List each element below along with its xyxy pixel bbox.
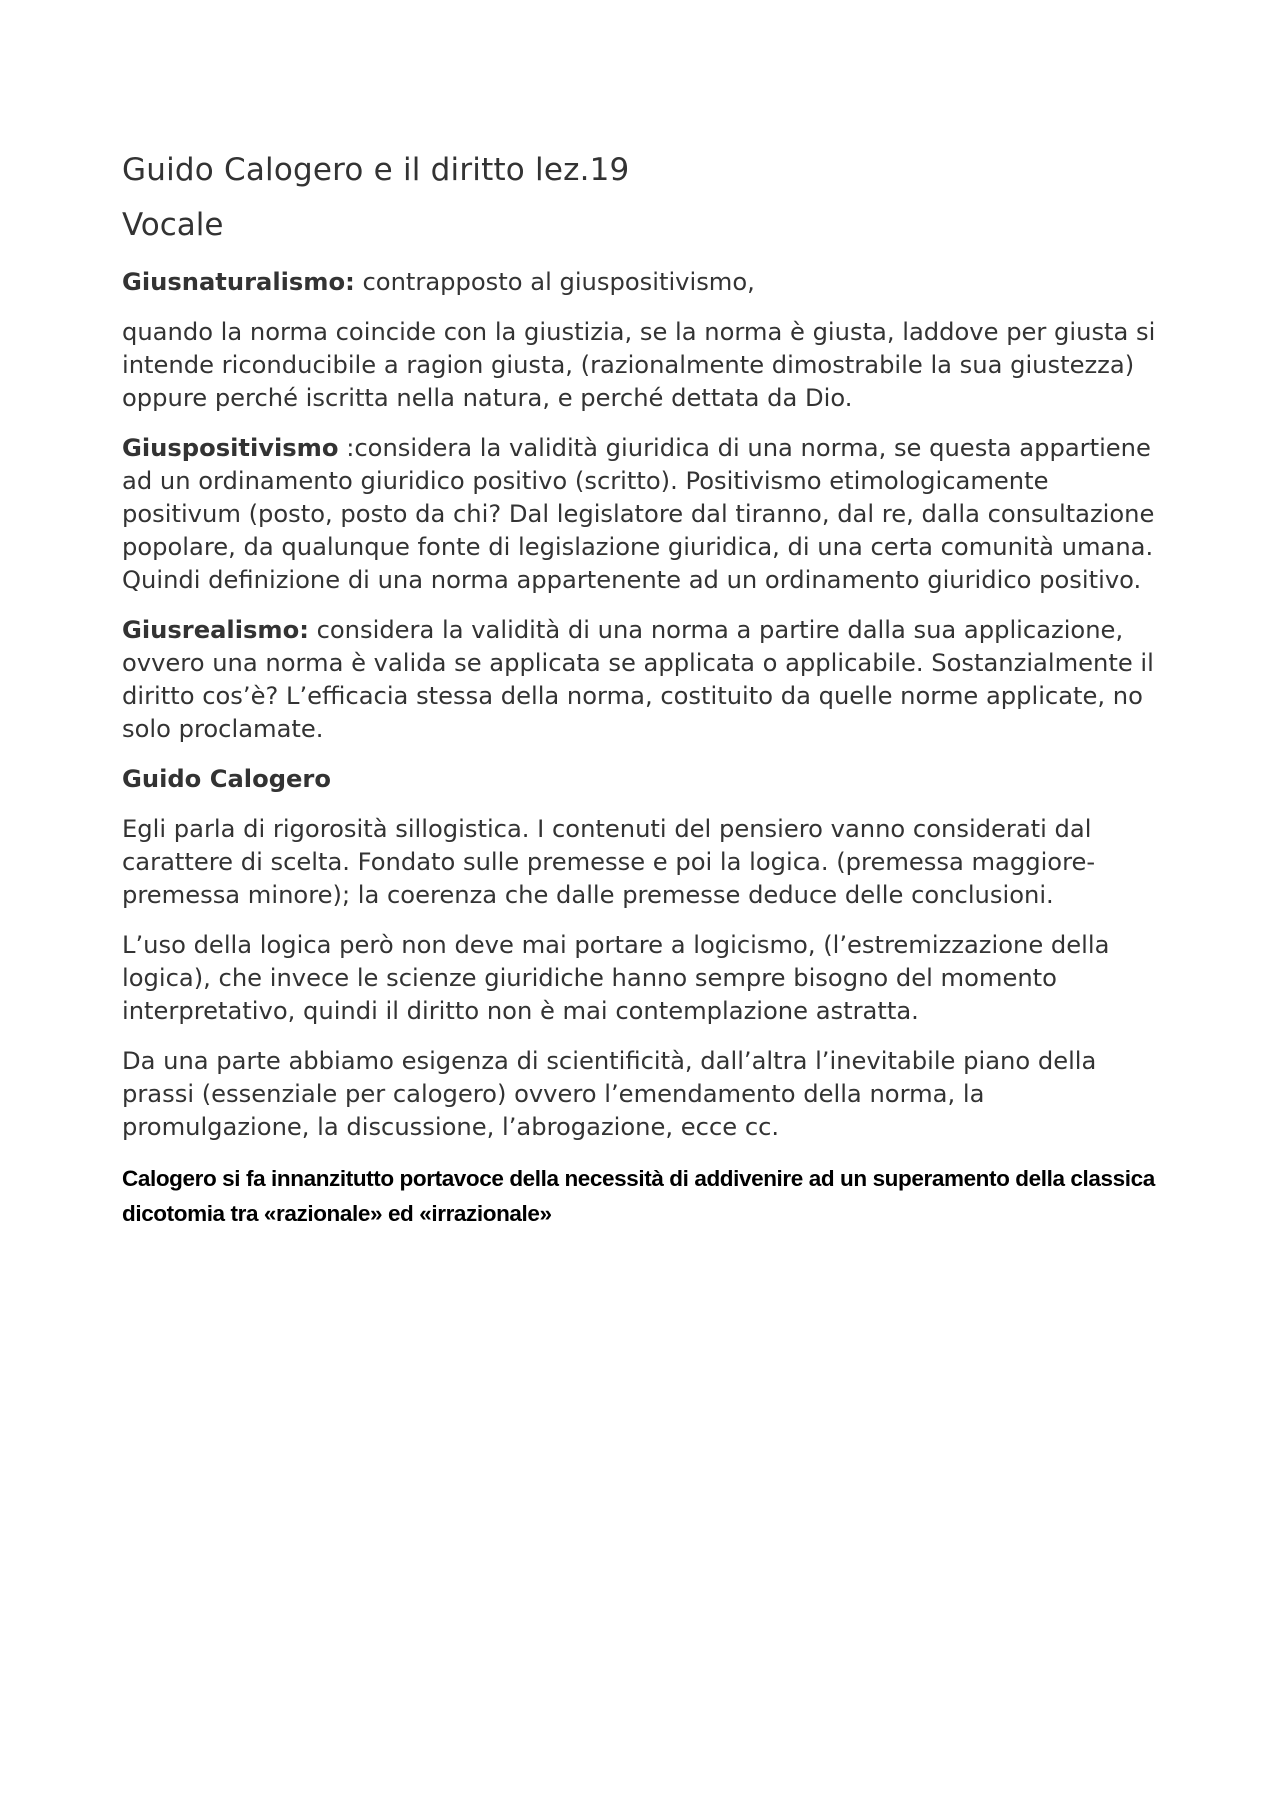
calogero-paragraph-1: Egli parla di rigorosità sillogistica. I contenuti del pensiero vanno considerati dal carattere di scelta. Fondato sulle premesse e poi la logica. (premessa maggiore-premessa minore); la coerenza che dalle premesse deduce delle conclusioni. bbox=[122, 815, 1096, 910]
giusrealismo-text: considera la validità di una norma a partire dalla sua applicazione, ovvero una norma è valida se applicata se applicata o applicabile. Sostanzialmente il diritto cos’è? L’efficacia stessa della norma, costituito da quelle norme applicate, no solo proclamate. bbox=[122, 616, 1154, 744]
document-page bbox=[122, 152, 1172, 1231]
document-title: Guido Calogero e il diritto lez.19 bbox=[122, 152, 630, 188]
document-subtitle: Vocale bbox=[122, 207, 224, 244]
giusnaturalismo-paragraph bbox=[122, 266, 1172, 299]
giusnaturalismo-term: Giusnaturalismo: bbox=[122, 268, 355, 297]
giusrealismo-term: Giusrealismo: bbox=[122, 616, 309, 645]
giuspositivismo-term: Giuspositivismo bbox=[122, 434, 339, 463]
giusnaturalismo-detail: quando la norma coincide con la giustizia, se la norma è giusta, laddove per giusta si intende riconducibile a ragion giusta, (razionalmente dimostrabile la sua giustezza) oppure perché iscritta nella natura, e perché dettata da Dio. bbox=[122, 318, 1156, 413]
calogero-paragraph-3: Da una parte abbiamo esigenza di scientificità, dall’altra l’inevitabile piano della prassi (essenziale per calogero) ovvero l’emendamento della norma, la promulgazione, la discussione, l’abrogazione, ecce cc. bbox=[122, 1047, 1097, 1142]
giuspositivismo-paragraph bbox=[122, 432, 1172, 597]
calogero-heading: Guido Calogero bbox=[122, 765, 331, 794]
final-statement: Calogero si fa innanzitutto portavoce della necessità di addivenire ad un superamento della classica dicotomia tra «razionale» ed «irrazionale» bbox=[122, 1166, 1155, 1227]
giuspositivismo-text: :considera la validità giuridica di una norma, se questa appartiene ad un ordinamento giuridico positivo (scritto). Positivismo etimologicamente positivum (posto, posto da chi? Dal legislatore dal tiranno, dal re, dalla consultazione popolare, da qualunque fonte di legislazione giuridica, di una certa comunità umana. Quindi definizione di una norma appartenente ad un ordinamento giuridico positivo. bbox=[122, 434, 1155, 595]
calogero-paragraph-2: L’uso della logica però non deve mai portare a logicismo, (l’estremizzazione della logica), che invece le scienze giuridiche hanno sempre bisogno del momento interpretativo, quindi il diritto non è mai contemplazione astratta. bbox=[122, 931, 1110, 1026]
giusrealismo-paragraph bbox=[122, 614, 1172, 746]
giusnaturalismo-text: contrapposto al giuspositivismo, bbox=[354, 268, 755, 297]
